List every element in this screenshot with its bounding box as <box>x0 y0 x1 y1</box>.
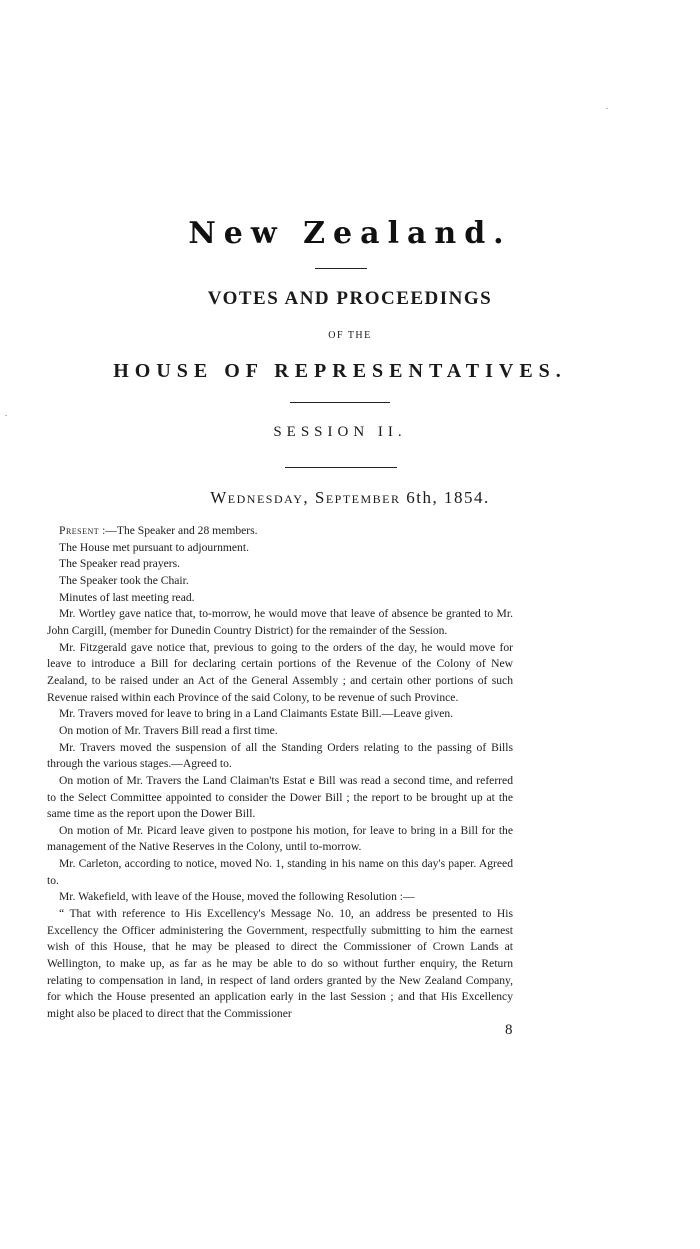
paragraph: The House met pursuant to adjournment. <box>59 540 249 554</box>
date-heading <box>0 488 700 508</box>
folio-number: 8 <box>505 1022 513 1038</box>
paragraph: Mr. Travers moved the suspension of all the Standing Orders relating to the passing of Bills through the various stages.—Agreed to. <box>47 740 513 771</box>
paragraph: The Speaker read prayers. <box>59 557 181 571</box>
divider-rule <box>315 268 367 269</box>
paragraph: Mr. Wakefield, with leave of the House, moved the following Resolution :— <box>59 890 415 904</box>
masthead-title: New Zealand. <box>188 216 512 251</box>
title-of-the: OF THE <box>328 330 372 341</box>
paragraph: On motion of Mr. Travers Bill read a first time. <box>59 723 278 737</box>
paragraph: Mr. Travers moved for leave to bring in a Land Claimants Estate Bill.—Leave given. <box>59 707 454 721</box>
date-rest: 6th, 1854. <box>406 488 490 507</box>
paragraph: “ That with reference to His Excellency's Message No. 10, an address be presented to His Excellency the Officer administering the Government, respectfully submitting to him the earnest wish of this House, that he may be pleased to direct the Commissioner of Crown Lands at Wellington, to make up, as far as he may be able to do so without further enquiry, the Return relating to compensation in land, in respect of land orders granted by the New Zealand Company, for which the House presented an application early in the last Session ; and that His Excellency might also be placed to direct that the Commissioner <box>47 907 513 1021</box>
paragraph: Mr. Carleton, according to notice, moved No. 1, standing in his name on this day's paper. Agreed to. <box>47 857 513 887</box>
date-month: September <box>314 488 401 507</box>
title-house-of-representatives: HOUSE OF REPRESENTATIVES. <box>113 360 567 382</box>
paragraph: The Speaker took the Chair. <box>59 573 189 587</box>
session-heading: SESSION II. <box>273 424 407 440</box>
paragraph: On motion of Mr. Travers the Land Claiman'ts Estat e Bill was read a second time, and referred to the Select Committee appointed to consider the Dower Bill ; the report to be brought up at the same time as the report upon the Dower Bill. <box>47 773 513 821</box>
title-votes-and-proceedings: VOTES AND PROCEEDINGS <box>207 288 493 309</box>
paragraph: Mr. Wortley gave natice that, to-morrow, he would move that leave of absence be granted to Mr. John Cargill, (member for Dunedin Country District) for the remainder of the Session. <box>47 607 513 637</box>
paragraph: Minutes of last meeting read. <box>59 590 195 604</box>
present-label: Present <box>59 524 100 537</box>
paragraph: On motion of Mr. Picard leave given to postpone his motion, for leave to bring in a Bill for the management of the Native Reserves in the Colony, until to-morrow. <box>47 823 513 854</box>
scan-speck <box>606 108 608 109</box>
divider-rule <box>285 467 397 468</box>
scan-speck <box>5 415 7 416</box>
present-text: :—The Speaker and 28 members. <box>99 524 258 537</box>
present-paragraph <box>47 523 513 540</box>
date-day: Wednesday, <box>210 488 310 507</box>
paragraph: Mr. Fitzgerald gave notice that, previous to going to the orders of the day, he would move for leave to introduce a Bill for declaring certain portions of the Revenue of the Colony of New Zealand, to be raised under an Act of the General Assembly ; and certain other portions of such Revenue raised within each Province of the said Colony, to be revenue of such Province. <box>47 640 513 704</box>
divider-rule <box>290 402 390 403</box>
proceedings-body <box>47 523 513 1023</box>
